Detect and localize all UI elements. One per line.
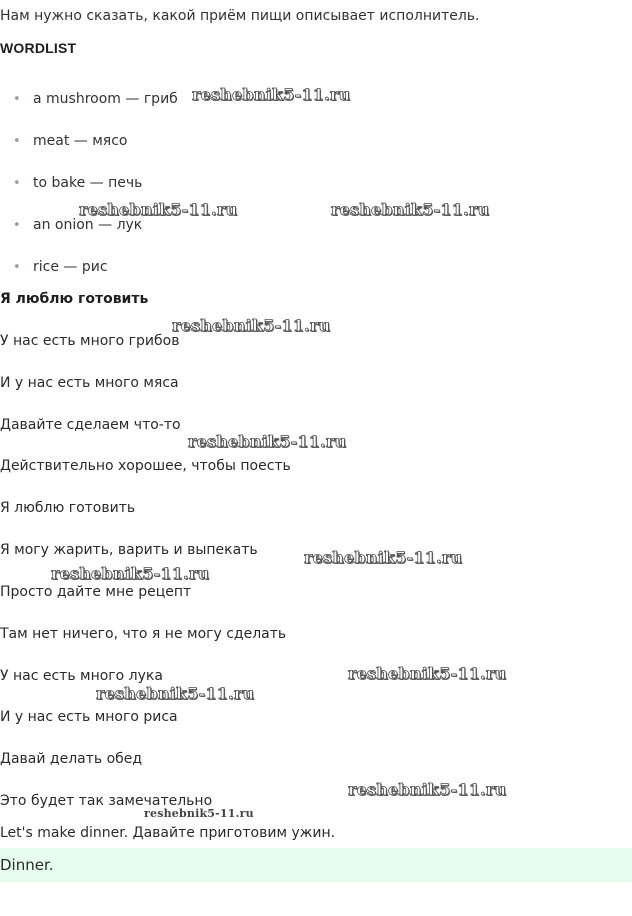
- wordlist-item: [13, 131, 127, 152]
- watermark: reshebnik5-11.ru: [304, 548, 463, 567]
- song-line: Действительно хорошее, чтобы поесть: [0, 458, 291, 474]
- song-line: И у нас есть много мяса: [0, 375, 179, 391]
- bullet-icon: •: [13, 176, 21, 191]
- summary-text: Let's make dinner. Давайте приготовим ужин.: [0, 825, 336, 841]
- song-line: Это будет так замечательно: [0, 793, 213, 809]
- wordlist-item: [13, 89, 178, 110]
- song-line: Просто дайте мне рецепт: [0, 584, 192, 600]
- song-line: У нас есть много лука: [0, 668, 163, 684]
- song-line: Я люблю готовить: [0, 500, 136, 516]
- bullet-icon: •: [13, 92, 21, 107]
- watermark: reshebnik5-11.ru: [348, 664, 507, 683]
- watermark: reshebnik5-11.ru: [96, 684, 255, 703]
- song-line: У нас есть много грибов: [0, 333, 180, 349]
- watermark: reshebnik5-11.ru: [51, 564, 210, 583]
- bullet-icon: •: [13, 260, 21, 275]
- wordlist-item-text: a mushroom — гриб: [33, 91, 178, 107]
- song-line: Давайте сделаем что-то: [0, 417, 181, 433]
- song-line: Давай делать обед: [0, 751, 143, 767]
- watermark: reshebnik5-11.ru: [348, 780, 507, 799]
- wordlist-item-text: to bake — печь: [33, 175, 143, 191]
- song-title: Я люблю готовить: [0, 291, 149, 307]
- song-line: И у нас есть много риса: [0, 709, 178, 725]
- answer-box: [0, 848, 632, 882]
- wordlist-item: [13, 173, 142, 194]
- wordlist-item-text: rice — рис: [33, 259, 108, 275]
- wordlist-item: [13, 257, 108, 278]
- watermark: reshebnik5-11.ru: [79, 200, 238, 219]
- song-line: Я могу жарить, варить и выпекать: [0, 542, 258, 558]
- answer-text: Dinner.: [0, 856, 54, 874]
- watermark: reshebnik5-11.ru: [144, 807, 254, 820]
- watermark: reshebnik5-11.ru: [192, 85, 351, 104]
- intro-text: Нам нужно сказать, какой приём пищи описывает исполнитель.: [0, 8, 480, 24]
- wordlist-item-text: an onion — лук: [33, 217, 143, 233]
- watermark: reshebnik5-11.ru: [331, 200, 490, 219]
- bullet-icon: •: [13, 134, 21, 149]
- wordlist-item-text: meat — мясо: [33, 133, 128, 149]
- watermark: reshebnik5-11.ru: [172, 316, 331, 335]
- wordlist-heading: WORDLIST: [0, 40, 77, 56]
- song-line: Там нет ничего, что я не могу сделать: [0, 626, 287, 642]
- bullet-icon: •: [13, 218, 21, 233]
- watermark: reshebnik5-11.ru: [188, 432, 347, 451]
